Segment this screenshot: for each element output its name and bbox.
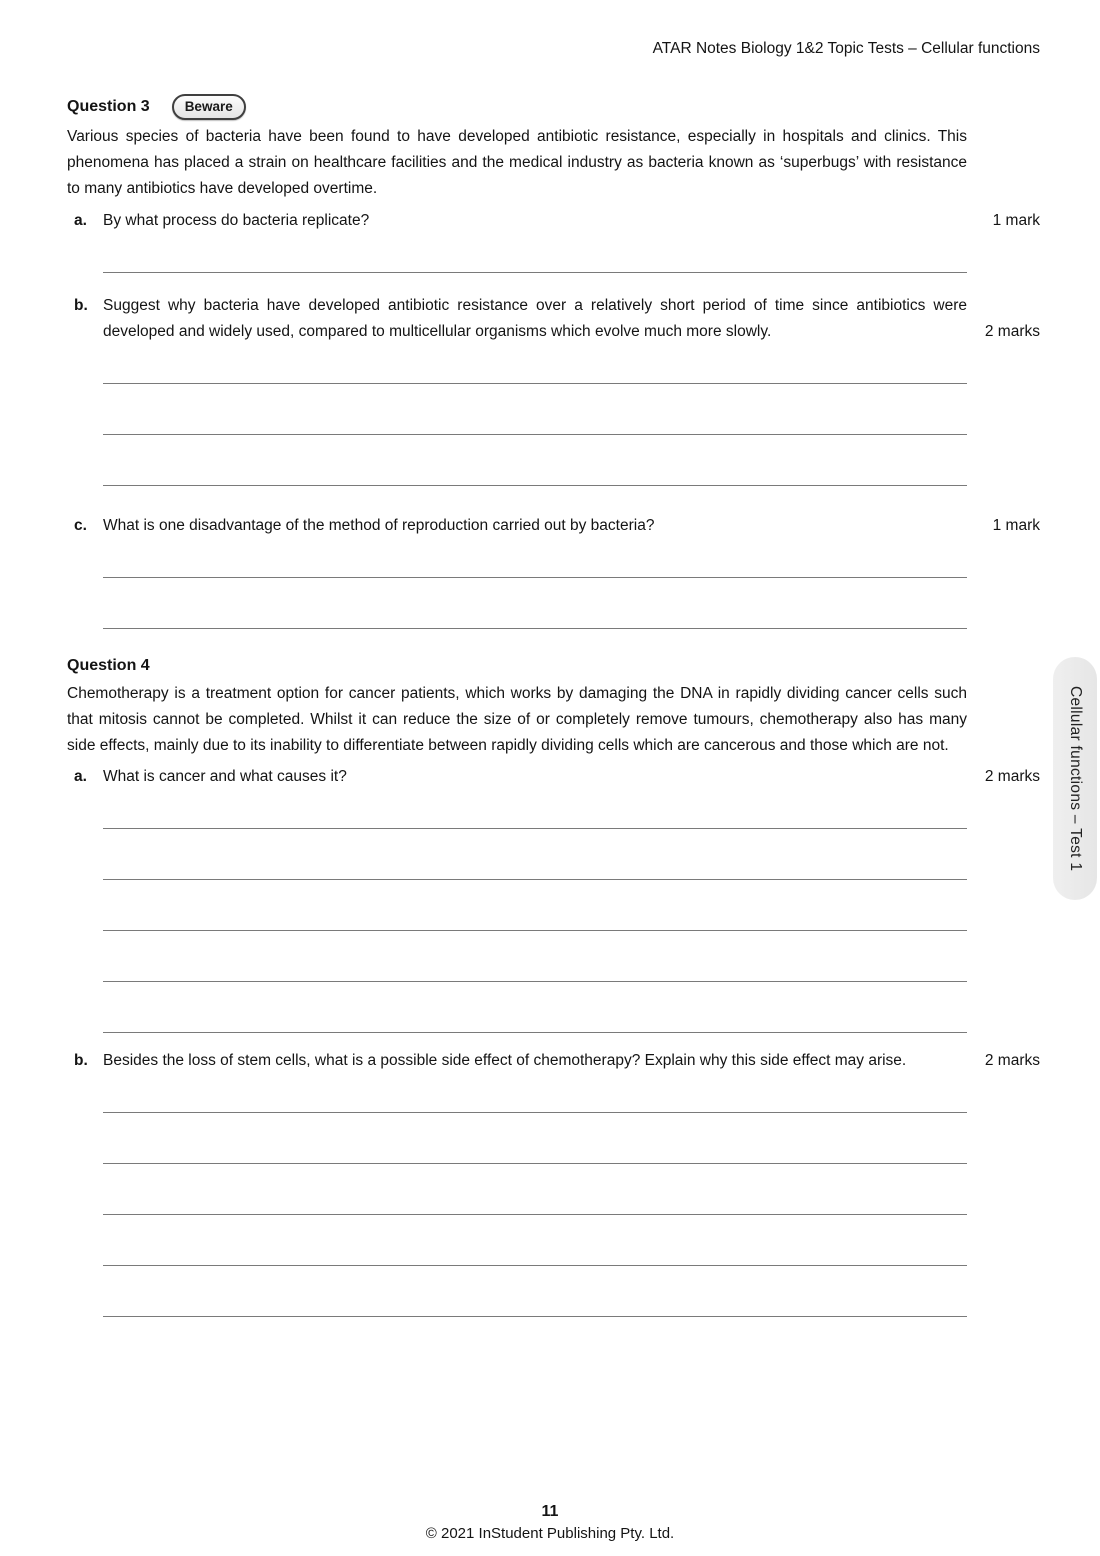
part-marks: 2 marks: [984, 1052, 1040, 1069]
part-marks: 2 marks: [984, 768, 1040, 785]
chapter-tab: [1053, 657, 1097, 900]
page-number: 11: [541, 1503, 559, 1520]
part-question-text: By what process do bacteria replicate?: [103, 212, 370, 229]
answer-lines-q3b: [103, 333, 967, 486]
part-question-text: Besides the loss of stem cells, what is a possible side effect of chemotherapy? Explain why this side effect may arise.: [103, 1052, 907, 1069]
answer-line: [103, 982, 967, 1033]
beware-badge: Beware: [172, 94, 246, 120]
answer-line: [103, 880, 967, 931]
question-3-intro: Various species of bacteria have been found to have developed antibiotic resistance, especially in hospitals and clinics. This phenomena has placed a strain on healthcare facilities and the medical industry as bacteria known as ‘superbugs’ with resistance to many antibiotics have developed overtime.: [67, 128, 967, 197]
part-label: a.: [74, 212, 87, 229]
question-4-part-a: [67, 764, 1040, 790]
answer-line: [103, 931, 967, 982]
question-3-part-c: [67, 513, 1040, 539]
header-title: ATAR Notes Biology 1&2 Topic Tests – Cellular functions: [652, 40, 1040, 57]
answer-line: [103, 1113, 967, 1164]
part-question-text: Suggest why bacteria have developed antibiotic resistance over a relatively short period of time since antibiotics were developed and widely used, compared to multicellular organisms which evolve much more slowly.: [103, 297, 967, 340]
part-label: c.: [74, 517, 87, 534]
answer-line: [103, 1215, 967, 1266]
answer-line: [103, 435, 967, 486]
footer: [0, 1503, 1100, 1542]
answer-lines-q4a: [103, 778, 967, 1033]
part-label: a.: [74, 768, 87, 785]
part-question-text: What is one disadvantage of the method of reproduction carried out by bacteria?: [103, 517, 655, 534]
part-question-text: What is cancer and what causes it?: [103, 768, 347, 785]
question-3-section: [67, 95, 1040, 629]
question-4-intro: Chemotherapy is a treatment option for cancer patients, which works by damaging the DNA in rapidly dividing cancer cells such that mitosis cannot be completed. Whilst it can reduce the size of or completely remove tumours, chemotherapy also has many side effects, mainly due to its inability to differentiate between rapidly dividing cells which are cancerous and those which are not.: [67, 685, 967, 754]
copyright: © 2021 InStudent Publishing Pty. Ltd.: [425, 1525, 675, 1542]
part-label: b.: [74, 297, 88, 314]
question-4-section: [67, 654, 1040, 1317]
part-marks: 1 mark: [992, 517, 1040, 534]
answer-line: [103, 578, 967, 629]
page-content: [67, 95, 1040, 1317]
answer-line: [103, 1164, 967, 1215]
answer-lines-q4b: [103, 1062, 967, 1317]
question-3-title: Question 3: [67, 98, 150, 115]
question-4-part-b: [67, 1048, 1040, 1074]
chapter-tab-label: Cellular functions – Test 1: [1067, 685, 1084, 872]
answer-line: [103, 1266, 967, 1317]
question-3-part-b: [67, 293, 1040, 345]
answer-lines-q3c: [103, 527, 967, 629]
part-marks: 1 mark: [992, 212, 1040, 229]
question-3-title-row: [67, 95, 1040, 119]
question-4-title-row: [67, 654, 1040, 678]
question-4-title: Question 4: [67, 657, 150, 674]
question-3-part-a: [67, 208, 1040, 234]
answer-line: [103, 384, 967, 435]
part-marks: 2 marks: [984, 323, 1040, 340]
answer-line: [103, 829, 967, 880]
part-label: b.: [74, 1052, 88, 1069]
